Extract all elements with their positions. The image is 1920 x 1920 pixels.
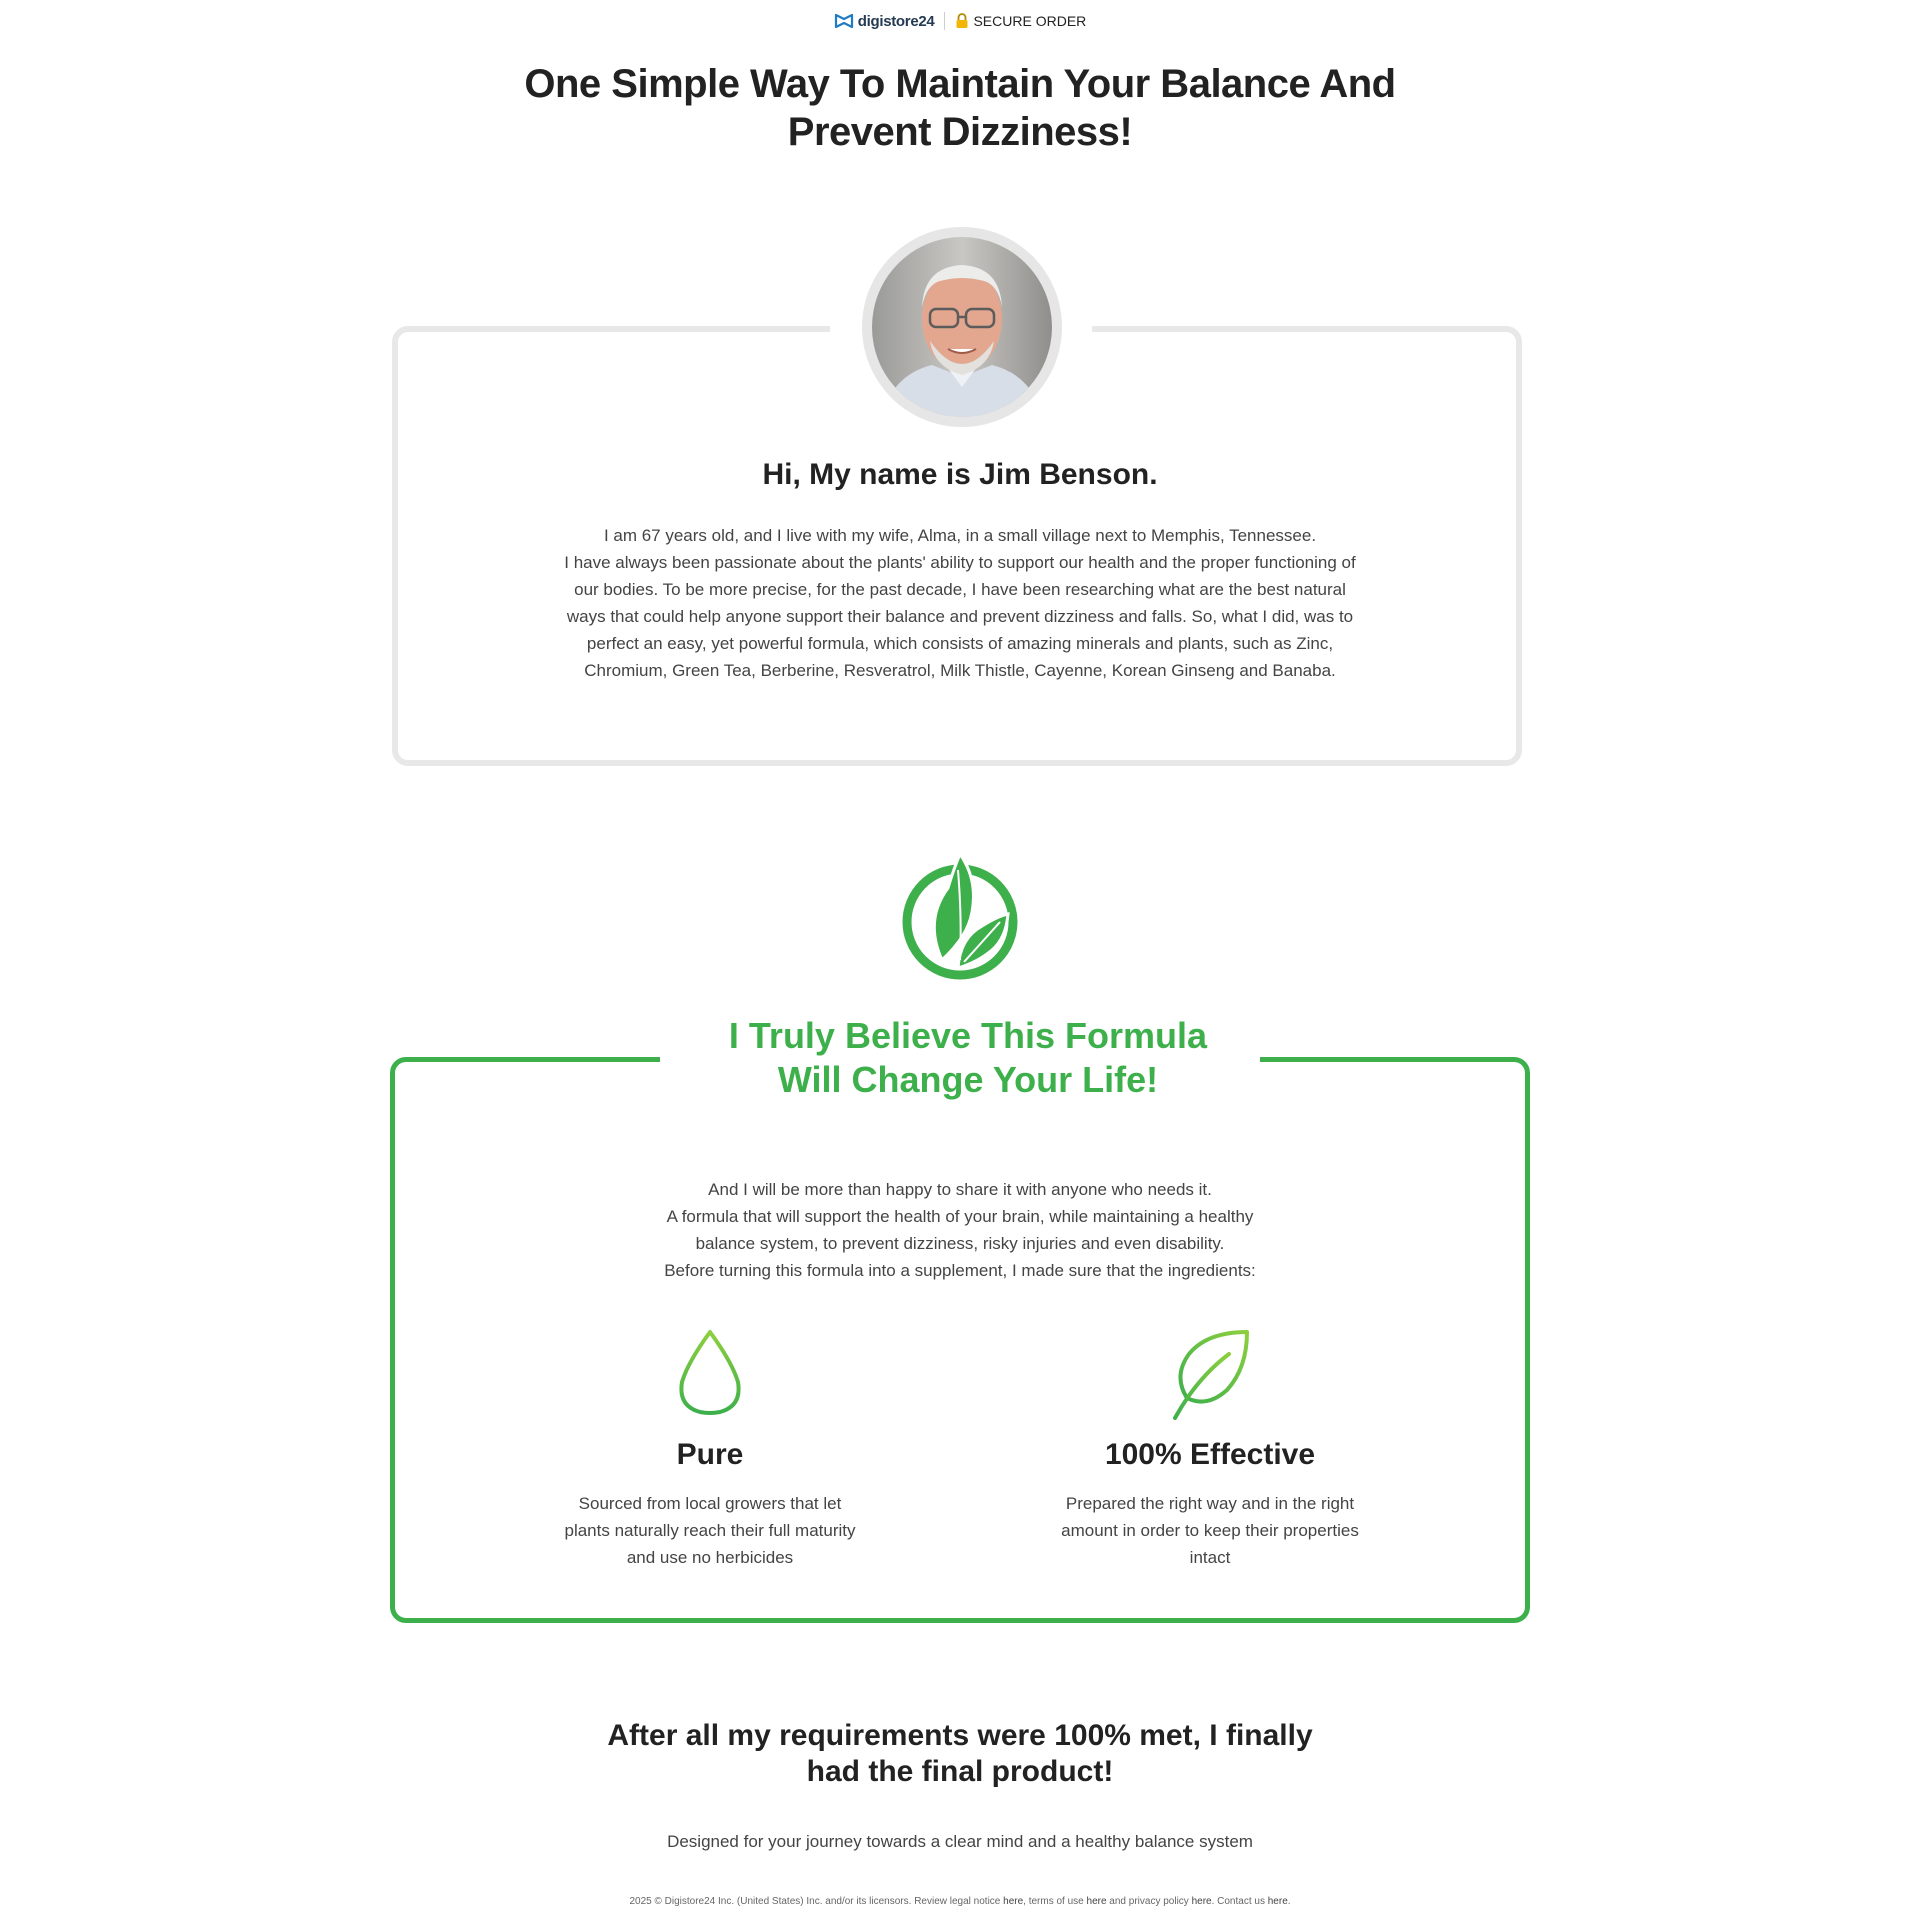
- formula-paragraph: A formula that will support the health of your brain, while maintaining a healthy balance system, to prevent dizziness, risky injuries and even disability.: [666, 1207, 1254, 1253]
- intro-bio: [555, 522, 1365, 684]
- bio-paragraph: I have always been passionate about the plants' ability to support our health and the proper functioning of our bodies. To be more precise, for the past decade, I have been researching what are the best natural ways that could help anyone support their balance and prevent dizziness and falls. So, what I did, was to perfect an easy, yet powerful formula, which consists of amazing minerals and plants, such as Zinc, Chromium, Green Tea, Berberine, Resveratrol, Milk Thistle, Cayenne, Korean Ginseng and Banaba.: [564, 553, 1356, 680]
- page-headline: One Simple Way To Maintain Your Balance And Prevent Dizziness!: [524, 62, 1396, 154]
- digistore24-logo[interactable]: [834, 12, 935, 30]
- privacy-policy-link[interactable]: here: [1191, 1896, 1212, 1907]
- feature-text: Sourced from local growers that let plants naturally reach their full maturity and use no herbicides: [564, 1494, 856, 1567]
- feature-title: Pure: [676, 1438, 744, 1471]
- secure-order-label: SECURE ORDER: [973, 13, 1087, 29]
- footer-text: 2025 © Digistore24 Inc. (United States) Inc. and/or its licensors. Review legal notice: [629, 1896, 1004, 1907]
- footer-text-end: .: [1287, 1896, 1291, 1907]
- water-drop-icon: [674, 1328, 746, 1416]
- final-title-line-1: After all my requirements were 100% met, I finally: [607, 1719, 1313, 1752]
- secure-order-badge: [955, 13, 1086, 29]
- terms-of-use-link[interactable]: here: [1086, 1896, 1107, 1907]
- formula-title-line-1: I Truly Believe This Formula: [728, 1015, 1208, 1056]
- formula-title-line-2: Will Change Your Life!: [777, 1059, 1159, 1100]
- final-subtitle: Designed for your journey towards a clear mind and a healthy balance system: [667, 1832, 1253, 1851]
- top-bar: [0, 10, 1920, 32]
- portrait-image: [872, 237, 1052, 417]
- feature-pure: [560, 1328, 860, 1571]
- feature-effective: [1060, 1328, 1360, 1571]
- lock-icon: [955, 13, 969, 29]
- bio-paragraph: I am 67 years old, and I live with my wife, Alma, in a small village next to Memphis, Tennessee.: [603, 526, 1317, 545]
- formula-title: [668, 1014, 1268, 1102]
- contact-us-link[interactable]: here: [1267, 1896, 1288, 1907]
- avatar: [872, 237, 1052, 417]
- leaf-emblem-icon: [900, 850, 1020, 984]
- formula-paragraph: Before turning this formula into a supplement, I made sure that the ingredients:: [664, 1261, 1256, 1280]
- leaf-icon: [1167, 1328, 1253, 1422]
- brand-name: digistore24: [857, 12, 935, 30]
- final-title-line-2: had the final product!: [806, 1755, 1114, 1788]
- final-title: [560, 1718, 1360, 1790]
- formula-paragraph: And I will be more than happy to share it with anyone who needs it.: [708, 1180, 1212, 1199]
- footer-legal: [460, 1896, 1460, 1907]
- intro-title: Hi, My name is Jim Benson.: [762, 458, 1158, 491]
- feature-text: Prepared the right way and in the right amount in order to keep their properties intact: [1061, 1494, 1359, 1567]
- feature-title: 100% Effective: [1104, 1438, 1316, 1471]
- footer-text-contact: . Contact us: [1211, 1896, 1268, 1907]
- footer-text-terms: , terms of use: [1023, 1896, 1087, 1907]
- header-divider: [944, 12, 945, 30]
- legal-notice-link[interactable]: here: [1003, 1896, 1024, 1907]
- footer-text-privacy: and privacy policy: [1106, 1896, 1192, 1907]
- digistore24-mark-icon: [834, 12, 854, 30]
- formula-intro: [640, 1176, 1280, 1284]
